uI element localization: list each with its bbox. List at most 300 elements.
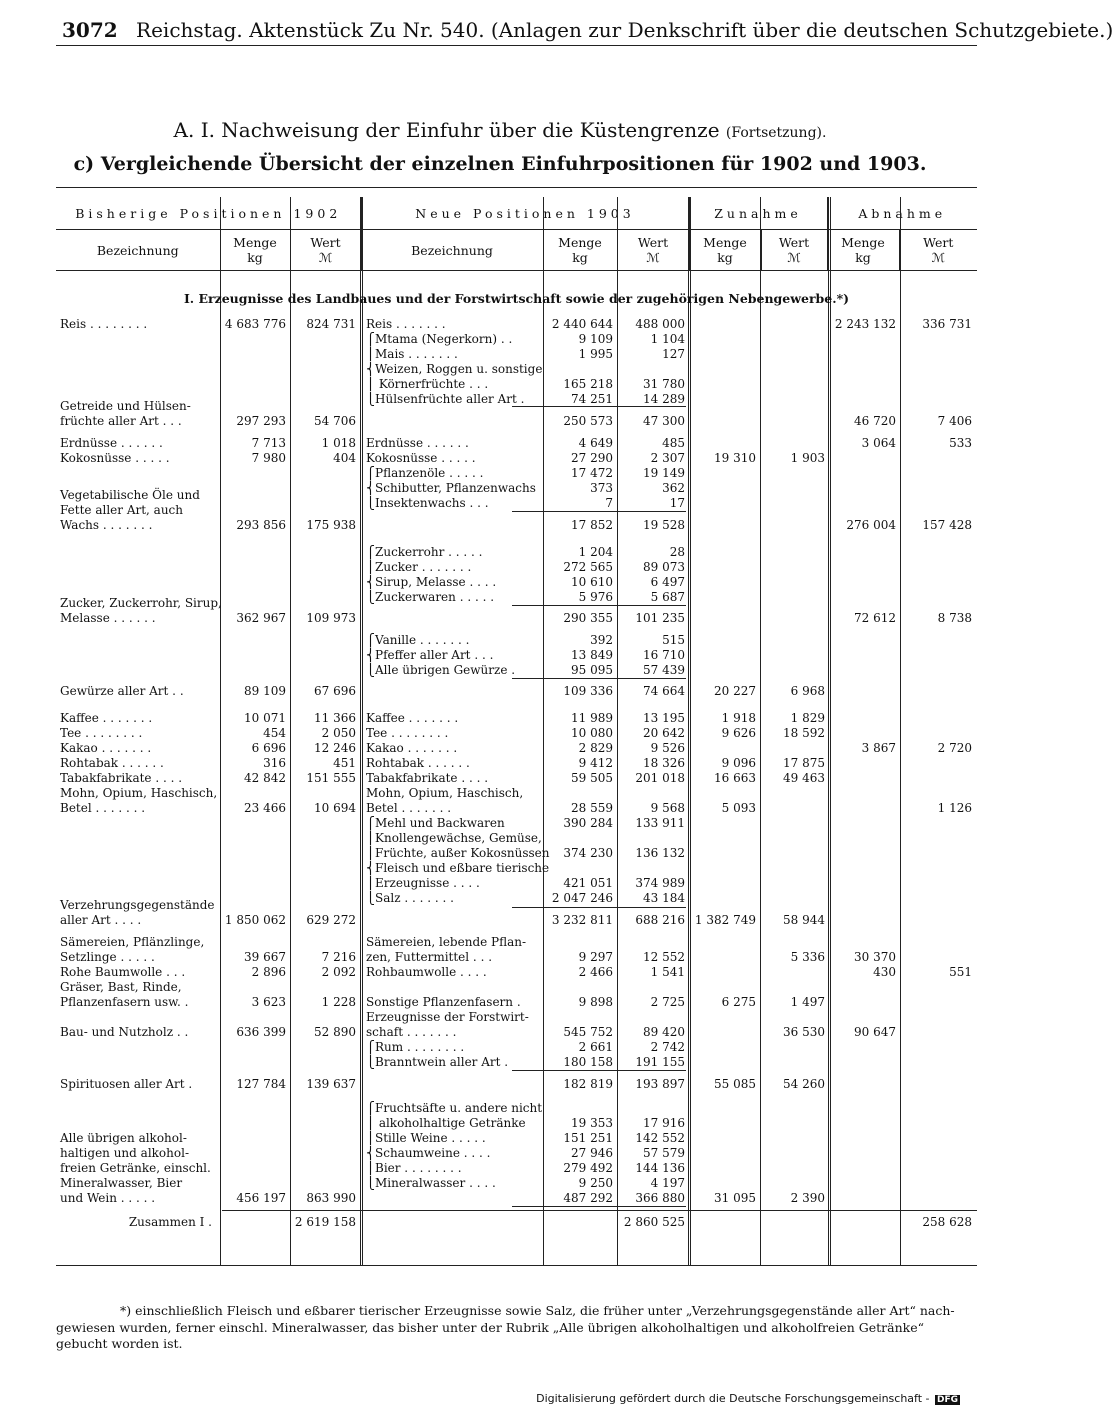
menge-label: Menge	[558, 235, 602, 250]
menge-1903: 27 946	[571, 1146, 613, 1160]
subtotal-rule	[512, 406, 686, 407]
wert-1903: 14 289	[643, 392, 685, 406]
label-1902: und Wein . . . . .	[60, 1191, 156, 1205]
menge-label: Menge	[841, 235, 885, 250]
wert-zunahme: 54 260	[783, 1077, 825, 1091]
wert-zunahme: 17 875	[783, 756, 825, 770]
col-wert-1902	[290, 230, 361, 271]
label-1902: Erdnüsse . . . . . .	[60, 436, 163, 450]
wert-1903: 4 197	[650, 1176, 685, 1190]
label-1903: ⎨Weizen, Roggen u. sonstige	[366, 362, 543, 376]
label-1903: ⎧Zuckerrohr . . . . .	[366, 545, 483, 559]
group-divider	[360, 197, 363, 1265]
col-menge-abnahme	[827, 230, 899, 271]
wert-1903: 142 552	[635, 1131, 685, 1145]
footnote-line: *) einschließlich Fleisch und eßbarer tierischer Erzeugnisse sowie Salz, die früher unter „Verzehrungsgegenstände aller Art“ nach-	[120, 1303, 955, 1318]
label-1903: Sonstige Pflanzenfasern .	[366, 995, 521, 1009]
group-header-1902: Bisherige Positionen 1902	[56, 197, 361, 230]
wert-1902: 151 555	[306, 771, 356, 785]
menge-label: Menge	[703, 235, 747, 250]
label-1903: ⎩Mineralwasser . . . .	[366, 1176, 496, 1190]
label-1902: Alle übrigen alkohol-	[60, 1131, 187, 1145]
menge-1902: 636 399	[236, 1025, 286, 1039]
wert-label: Wert	[310, 235, 341, 250]
subtotal-rule	[512, 1070, 686, 1071]
menge-1903: 1 204	[578, 545, 613, 559]
group-header-zunahme: Zunahme	[689, 197, 827, 230]
menge-zunahme: 5 093	[721, 801, 756, 815]
menge-1903: 151 251	[563, 1131, 613, 1145]
wert-zunahme: 1 903	[790, 451, 825, 465]
menge-1903: 487 292	[563, 1191, 613, 1205]
menge-abnahme: 2 243 132	[834, 317, 896, 331]
menge-1902: 2 896	[251, 965, 286, 979]
label-1902: Gräser, Bast, Rinde,	[60, 980, 182, 994]
wert-1902: 2 092	[321, 965, 356, 979]
label-1902: Verzehrungsgegenstände	[60, 898, 215, 912]
wert-1903: 201 018	[635, 771, 685, 785]
col-divider	[543, 197, 544, 1265]
menge-1902: 454	[263, 726, 286, 740]
wert-1902: 863 990	[306, 1191, 356, 1205]
menge-1903: 1 995	[578, 347, 613, 361]
label-1902: freien Getränke, einschl.	[60, 1161, 211, 1175]
wert-1903: 101 235	[635, 611, 685, 625]
wert-1902: 629 272	[306, 913, 356, 927]
menge-1903: 95 095	[571, 663, 613, 677]
menge-1902: 6 696	[251, 741, 286, 755]
menge-abnahme: 276 004	[846, 518, 896, 532]
label-1903: ⎩Salz . . . . . . .	[366, 891, 454, 905]
col-menge-1903	[543, 230, 617, 271]
menge-1902: 42 842	[244, 771, 286, 785]
label-1903: Tee . . . . . . . .	[366, 726, 449, 740]
label-1903: ⎨Sirup, Melasse . . . .	[366, 575, 497, 589]
label-1902: Zusammen I .	[128, 1215, 212, 1229]
menge-1903: 2 440 644	[551, 317, 613, 331]
menge-1903: 2 829	[578, 741, 613, 755]
kg-unit: kg	[247, 250, 263, 265]
wert-1903: 9 568	[650, 801, 685, 815]
total-rule	[222, 1210, 977, 1211]
menge-1903: 250 573	[563, 414, 613, 428]
subtotal-rule	[512, 511, 686, 512]
menge-1903: 392	[590, 633, 613, 647]
group-header-abnahme: Abnahme	[827, 197, 977, 230]
menge-1903: 545 752	[563, 1025, 613, 1039]
label-1903: ⎧Vanille . . . . . . .	[366, 633, 470, 647]
wert-abnahme: 157 428	[922, 518, 972, 532]
wert-1903: 28	[669, 545, 685, 559]
menge-1903: 2 661	[578, 1040, 613, 1054]
subtotal-rule	[512, 907, 686, 908]
wert-zunahme: 6 968	[790, 684, 825, 698]
col-divider	[900, 197, 901, 1265]
running-header	[62, 18, 1113, 42]
wert-abnahme: 551	[949, 965, 972, 979]
label-1902: Rohe Baumwolle . . .	[60, 965, 186, 979]
mark-unit: ℳ	[787, 250, 801, 265]
wert-1903: 366 880	[635, 1191, 685, 1205]
label-1903: Kokosnüsse . . . . .	[366, 451, 476, 465]
wert-1902: 12 246	[314, 741, 356, 755]
wert-1903: 47 300	[643, 414, 685, 428]
wert-1903: 19 528	[643, 518, 685, 532]
menge-abnahme: 46 720	[854, 414, 896, 428]
label-1903: ⎧Fruchtsäfte u. andere nicht	[366, 1101, 543, 1115]
menge-1902: 456 197	[236, 1191, 286, 1205]
wert-abnahme: 8 738	[937, 611, 972, 625]
label-1902: Pflanzenfasern usw. .	[60, 995, 189, 1009]
wert-zunahme: 49 463	[783, 771, 825, 785]
col-wert-1903	[617, 230, 689, 271]
menge-1903: 59 505	[571, 771, 613, 785]
menge-1903: 9 109	[578, 332, 613, 346]
menge-zunahme: 6 275	[721, 995, 756, 1009]
kg-unit: kg	[572, 250, 588, 265]
wert-zunahme: 18 592	[783, 726, 825, 740]
menge-abnahme: 3 867	[861, 741, 896, 755]
menge-1903: 2 466	[578, 965, 613, 979]
label-1902: Betel . . . . . . .	[60, 801, 146, 815]
label-1903: ⎪Früchte, außer Kokosnüssen	[366, 846, 550, 860]
wert-abnahme: 7 406	[937, 414, 972, 428]
wert-1903: 5 687	[650, 590, 685, 604]
label-1903: ⎧Mehl und Backwaren	[366, 816, 505, 830]
wert-zunahme: 2 390	[790, 1191, 825, 1205]
wert-label: Wert	[637, 235, 669, 250]
label-1903: Erzeugnisse der Forstwirt-	[366, 1010, 529, 1024]
wert-1903: 488 000	[635, 317, 685, 331]
menge-1902: 362 967	[236, 611, 286, 625]
label-1903: ⎧Pflanzenöle . . . . .	[366, 466, 484, 480]
wert-1902: 7 216	[321, 950, 356, 964]
menge-1902: 297 293	[236, 414, 286, 428]
wert-1903: 133 911	[635, 816, 685, 830]
wert-1903: 136 132	[635, 846, 685, 860]
menge-1903: 10 080	[571, 726, 613, 740]
menge-1902: 7 713	[251, 436, 286, 450]
label-1903: ⎪Bier . . . . . . . .	[366, 1161, 462, 1175]
menge-1903: 74 251	[571, 392, 613, 406]
wert-1902: 451	[333, 756, 356, 770]
group-header-1903: Neue Positionen 1903	[361, 197, 689, 230]
label-1902: Zucker, Zuckerrohr, Sirup,	[60, 596, 222, 610]
label-1903: Rohtabak . . . . . .	[366, 756, 470, 770]
wert-abnahme: 2 720	[937, 741, 972, 755]
label-1903: ⎨Schaumweine . . . .	[366, 1146, 491, 1160]
label-1902: Kokosnüsse . . . . .	[60, 451, 170, 465]
label-1903: Reis . . . . . . .	[366, 317, 446, 331]
wert-1903: 374 989	[635, 876, 685, 890]
footnote-line: gewiesen wurden, ferner einschl. Mineralwasser, das bisher unter der Rubrik „Alle übrigen alkoholhaltigen und alkoholfreien Getränke“	[56, 1319, 925, 1335]
wert-1902: 824 731	[306, 317, 356, 331]
table-bottom-rule	[56, 1265, 977, 1266]
wert-1903: 43 184	[643, 891, 685, 905]
menge-1903: 109 336	[563, 684, 613, 698]
label-1903: Mohn, Opium, Haschisch,	[366, 786, 524, 800]
menge-1903: 165 218	[563, 377, 613, 391]
label-1903: Rohbaumwolle . . . .	[366, 965, 487, 979]
page-number: 3072	[62, 18, 118, 42]
label-1903: ⎩Branntwein aller Art .	[366, 1055, 509, 1069]
wert-1903: 127	[662, 347, 685, 361]
wert-1903: 485	[662, 436, 685, 450]
label-1902: Setzlinge . . . . .	[60, 950, 155, 964]
page-subtitle: c) Vergleichende Übersicht der einzelnen Einfuhrpositionen für 1902 und 1903.	[73, 153, 927, 175]
kg-unit: kg	[855, 250, 871, 265]
label-1903: Erdnüsse . . . . . .	[366, 436, 469, 450]
wert-1903: 2 307	[650, 451, 685, 465]
col-wert-abnahme	[899, 230, 977, 271]
wert-1903: 18 326	[643, 756, 685, 770]
wert-1903: 2 725	[650, 995, 685, 1009]
wert-1903: 12 552	[643, 950, 685, 964]
label-1903: ⎪Knollengewächse, Gemüse,	[366, 831, 542, 845]
wert-1902: 1 018	[321, 436, 356, 450]
menge-abnahme: 430	[873, 965, 896, 979]
menge-zunahme: 20 227	[714, 684, 756, 698]
col-menge-zunahme	[689, 230, 761, 271]
wert-1902: 139 637	[306, 1077, 356, 1091]
wert-1903: 362	[662, 481, 685, 495]
menge-abnahme: 3 064	[861, 436, 896, 450]
wert-1903: 6 497	[650, 575, 685, 589]
title-rule	[56, 187, 977, 188]
menge-zunahme: 9 626	[721, 726, 756, 740]
label-1902: Fette aller Art, auch	[60, 503, 183, 517]
label-1903: ⎩Hülsenfrüchte aller Art .	[366, 392, 525, 406]
menge-abnahme: 72 612	[854, 611, 896, 625]
menge-1903: 10 610	[571, 575, 613, 589]
wert-1903: 74 664	[643, 684, 685, 698]
menge-1903: 9 250	[578, 1176, 613, 1190]
label-1902: Rohtabak . . . . . .	[60, 756, 164, 770]
wert-zunahme: 1 497	[790, 995, 825, 1009]
wert-1903: 515	[662, 633, 685, 647]
menge-zunahme: 1 382 749	[694, 913, 756, 927]
label-1902: Getreide und Hülsen-	[60, 399, 191, 413]
col-bezeichnung-1903: Bezeichnung	[361, 230, 543, 271]
wert-1903: 20 642	[643, 726, 685, 740]
wert-1902: 10 694	[314, 801, 356, 815]
label-1903: ⎧Mtama (Negerkorn) . .	[366, 332, 513, 346]
label-1902: früchte aller Art . . .	[60, 414, 182, 428]
label-1902: Vegetabilische Öle und	[60, 488, 200, 502]
menge-1902: 23 466	[244, 801, 286, 815]
menge-1903: 373	[590, 481, 613, 495]
menge-1903: 421 051	[563, 876, 613, 890]
label-1902: Tee . . . . . . . .	[60, 726, 143, 740]
wert-1903: 17	[669, 496, 685, 510]
label-1902: Melasse . . . . . .	[60, 611, 156, 625]
wert-1903: 2 860 525	[623, 1215, 685, 1229]
section-heading: I. Erzeugnisse des Landbaues und der Forstwirtschaft sowie der zugehörigen Nebengewerbe.*)	[183, 291, 850, 306]
menge-1903: 182 819	[563, 1077, 613, 1091]
label-1903: ⎩Alle übrigen Gewürze .	[366, 663, 516, 677]
wert-1903: 57 579	[643, 1146, 685, 1160]
menge-1902: 39 667	[244, 950, 286, 964]
menge-abnahme: 90 647	[854, 1025, 896, 1039]
col-divider	[220, 197, 221, 1265]
menge-1903: 180 158	[563, 1055, 613, 1069]
wert-1903: 9 526	[650, 741, 685, 755]
label-1902: Kaffee . . . . . . .	[60, 711, 153, 725]
wert-abnahme: 533	[949, 436, 972, 450]
menge-1902: 10 071	[244, 711, 286, 725]
label-1902: haltigen und alkohol-	[60, 1146, 189, 1160]
label-1902: Sämereien, Pflänzlinge,	[60, 935, 205, 949]
label-1902: Gewürze aller Art . .	[60, 684, 184, 698]
menge-1902: 293 856	[236, 518, 286, 532]
wert-1903: 13 195	[643, 711, 685, 725]
group-divider	[828, 197, 831, 1265]
kg-unit: kg	[717, 250, 733, 265]
wert-abnahme: 1 126	[937, 801, 972, 815]
col-divider	[290, 197, 291, 1265]
col-wert-zunahme	[761, 230, 827, 271]
menge-zunahme: 1 918	[721, 711, 756, 725]
wert-1902: 67 696	[314, 684, 356, 698]
menge-1902: 7 980	[251, 451, 286, 465]
label-1903: ⎧Rum . . . . . . . .	[366, 1040, 465, 1054]
label-1903: ⎨Fleisch und eßbare tierische	[366, 861, 550, 875]
wert-1903: 144 136	[635, 1161, 685, 1175]
menge-1903: 390 284	[563, 816, 613, 830]
mark-unit: ℳ	[931, 250, 945, 265]
wert-zunahme: 58 944	[783, 913, 825, 927]
wert-1903: 89 073	[643, 560, 685, 574]
label-1903: ⎪Erzeugnisse . . . .	[366, 876, 480, 890]
label-1902: Wachs . . . . . . .	[60, 518, 153, 532]
menge-1903: 9 898	[578, 995, 613, 1009]
column-header-rule	[56, 270, 977, 271]
label-1902: Tabakfabrikate . . . .	[60, 771, 183, 785]
menge-1903: 5 976	[578, 590, 613, 604]
col-bezeichnung-1902: Bezeichnung	[96, 242, 179, 258]
wert-1902: 175 938	[306, 518, 356, 532]
menge-1903: 374 230	[563, 846, 613, 860]
title-main: A. I. Nachweisung der Einfuhr über die Küstengrenze	[173, 118, 720, 142]
label-1903: Sämereien, lebende Pflan-	[366, 935, 527, 949]
wert-1902: 54 706	[314, 414, 356, 428]
menge-1903: 17 852	[571, 518, 613, 532]
label-1903: ⎨Pfeffer aller Art . . .	[366, 648, 494, 662]
wert-zunahme: 1 829	[790, 711, 825, 725]
wert-label: Wert	[778, 235, 810, 250]
menge-1903: 17 472	[571, 466, 613, 480]
wert-1903: 1 541	[650, 965, 685, 979]
menge-1902: 3 623	[251, 995, 286, 1009]
label-1903: ⎪ alkoholhaltige Getränke	[366, 1116, 526, 1130]
menge-1903: 3 232 811	[551, 913, 613, 927]
wert-abnahme: 258 628	[922, 1215, 972, 1229]
menge-zunahme: 55 085	[714, 1077, 756, 1091]
column-header-table	[56, 197, 977, 270]
label-1903: ⎪Stille Weine . . . . .	[366, 1131, 486, 1145]
menge-1903: 2 047 246	[551, 891, 613, 905]
wert-1903: 191 155	[635, 1055, 685, 1069]
wert-zunahme: 5 336	[790, 950, 825, 964]
page-title	[0, 118, 1000, 142]
label-1903: ⎪Zucker . . . . . . .	[366, 560, 472, 574]
wert-1902: 11 366	[314, 711, 356, 725]
wert-1902: 2 619 158	[294, 1215, 356, 1229]
label-1903: ⎪ Körnerfrüchte . . .	[366, 377, 489, 391]
footnote-line: gebucht worden ist.	[56, 1336, 183, 1351]
label-1903: schaft . . . . . . .	[366, 1025, 457, 1039]
label-1902: Spirituosen aller Art .	[60, 1077, 193, 1091]
menge-zunahme: 9 096	[721, 756, 756, 770]
wert-1903: 16 710	[643, 648, 685, 662]
wert-1902: 1 228	[321, 995, 356, 1009]
menge-zunahme: 31 095	[714, 1191, 756, 1205]
mark-unit: ℳ	[318, 250, 333, 265]
label-1903: ⎩Zuckerwaren . . . . .	[366, 590, 495, 604]
wert-abnahme: 336 731	[922, 317, 972, 331]
dfg-logo: DFG	[936, 1395, 958, 1405]
menge-1902: 127 784	[236, 1077, 286, 1091]
subtotal-rule	[512, 1206, 686, 1207]
mark-unit: ℳ	[646, 250, 660, 265]
menge-1903: 4 649	[578, 436, 613, 450]
menge-1903: 13 849	[571, 648, 613, 662]
menge-zunahme: 16 663	[714, 771, 756, 785]
label-1903: ⎩Insektenwachs . . .	[366, 496, 489, 510]
menge-1903: 9 297	[578, 950, 613, 964]
label-1902: Reis . . . . . . . .	[60, 317, 148, 331]
wert-1903: 1 104	[650, 332, 685, 346]
menge-1903: 27 290	[571, 451, 613, 465]
label-1903: ⎪Mais . . . . . . .	[366, 347, 458, 361]
label-1902: Kakao . . . . . . .	[60, 741, 152, 755]
menge-1903: 7	[605, 496, 613, 510]
wert-1902: 2 050	[321, 726, 356, 740]
wert-1903: 31 780	[643, 377, 685, 391]
wert-1902: 109 973	[306, 611, 356, 625]
menge-label: Menge	[233, 235, 277, 250]
label-1903: Betel . . . . . . .	[366, 801, 452, 815]
title-continued: (Fortsetzung).	[725, 125, 827, 141]
menge-1903: 279 492	[563, 1161, 613, 1175]
label-1903: zen, Futtermittel . . .	[366, 950, 493, 964]
wert-1903: 89 420	[643, 1025, 685, 1039]
label-1903: Tabakfabrikate . . . .	[366, 771, 489, 785]
label-1903: ⎨Schibutter, Pflanzenwachs	[366, 481, 536, 495]
menge-1902: 89 109	[244, 684, 286, 698]
menge-1903: 9 412	[578, 756, 613, 770]
menge-1903: 272 565	[563, 560, 613, 574]
label-1902: aller Art . . . .	[60, 913, 142, 927]
menge-1903: 290 355	[563, 611, 613, 625]
wert-label: Wert	[923, 235, 954, 250]
wert-1903: 17 916	[643, 1116, 685, 1130]
label-1902: Mohn, Opium, Haschisch,	[60, 786, 218, 800]
wert-1903: 57 439	[643, 663, 685, 677]
menge-1902: 1 850 062	[224, 913, 286, 927]
menge-1902: 316	[263, 756, 286, 770]
subtotal-rule	[512, 605, 686, 606]
menge-1903: 19 353	[571, 1116, 613, 1130]
wert-1903: 19 149	[643, 466, 685, 480]
digitization-credit	[536, 1392, 960, 1405]
header-text: Reichstag. Aktenstück Zu Nr. 540. (Anlagen zur Denkschrift über die deutschen Schutzgebiete.)	[136, 18, 1113, 42]
label-1903: Kakao . . . . . . .	[366, 741, 458, 755]
subtotal-rule	[512, 678, 686, 679]
label-1903: Kaffee . . . . . . .	[366, 711, 459, 725]
menge-abnahme: 30 370	[854, 950, 896, 964]
wert-1903: 193 897	[635, 1077, 685, 1091]
